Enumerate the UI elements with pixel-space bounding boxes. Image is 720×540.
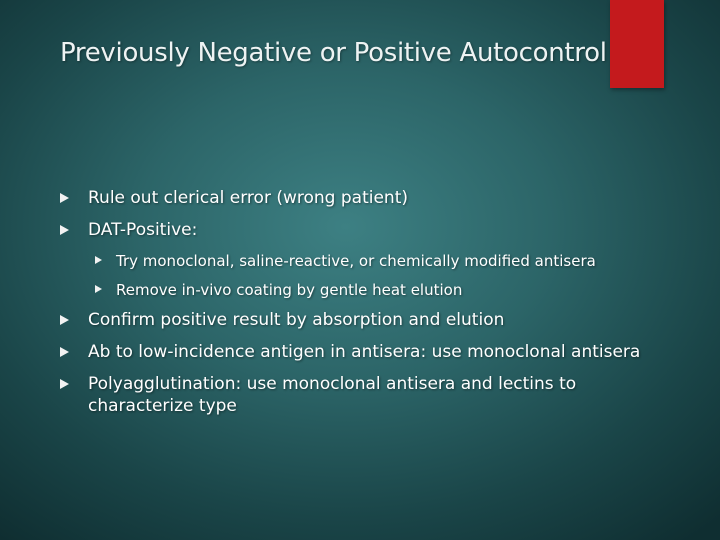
triangle-right-icon: [60, 379, 69, 389]
sub-bullet-item: [95, 280, 670, 300]
bullet-text: DAT-Positive:: [88, 220, 198, 240]
slide-title: Previously Negative or Positive Autocontrol: [60, 38, 607, 68]
sub-bullet-text: Try monoclonal, saline-reactive, or chemically modified antisera: [116, 252, 596, 270]
sub-bullet-item: [95, 251, 670, 271]
triangle-right-icon: [60, 193, 69, 203]
sub-bullet-text: Remove in-vivo coating by gentle heat elution: [116, 281, 463, 299]
triangle-right-icon: [60, 315, 69, 325]
bullet-text: Polyagglutination: use monoclonal antisera and lectins to characterize type: [88, 374, 577, 416]
triangle-right-icon: [60, 347, 69, 357]
bullet-item: [60, 187, 670, 209]
bullet-item: [60, 219, 670, 241]
bullet-text: Confirm positive result by absorption and elution: [88, 310, 505, 330]
bullet-item: [60, 341, 670, 363]
bullet-list: [60, 187, 670, 427]
triangle-right-icon: [60, 225, 69, 235]
bullet-text: Rule out clerical error (wrong patient): [88, 188, 408, 208]
triangle-right-icon: [95, 285, 102, 293]
bullet-item: [60, 373, 670, 417]
bullet-item: [60, 309, 670, 331]
bullet-text: Ab to low-incidence antigen in antisera: use monoclonal antisera: [88, 342, 641, 362]
triangle-right-icon: [95, 256, 102, 264]
